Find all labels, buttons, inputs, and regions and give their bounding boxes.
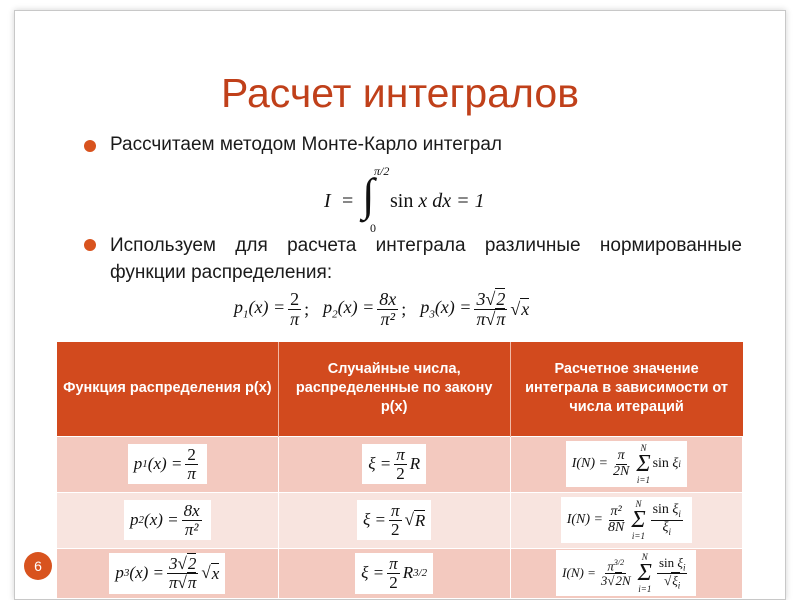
page-number-badge: 6 — [24, 552, 52, 580]
formula-I-1: I(N) = $\frac{\pi}{2N}$ N Σ i=1 sin ξ i — [566, 441, 687, 487]
table-header: Случайные числа, распределенные по закону p(x) — [278, 342, 510, 436]
formula-p1: p 1 (x) = $\frac{2}{\pi}$ — [128, 444, 207, 485]
table-cell — [278, 436, 510, 492]
table-header: Расчетное значение интеграла в зависимости от числа итераций — [510, 342, 742, 436]
table-row — [57, 436, 743, 492]
formula-p2: p 2 (x) = $\frac{8x}{\text{π²}}$ — [124, 500, 211, 541]
table-cell — [510, 492, 742, 548]
table-cell — [278, 548, 510, 598]
bullet-marker — [84, 140, 96, 152]
formula-xi-1: ξ = $\frac{\pi}{2}$ R — [362, 444, 426, 485]
formula-I-2: I(N) = $\frac{\text{π²}}{8N}$ N Σ i=1 $\frac{\sin \xi_i}{\xi_i}$ — [561, 497, 692, 543]
table-cell — [510, 436, 742, 492]
formula-xi-2: ξ = $\frac{\pi}{2}$ √ R — [357, 500, 431, 541]
integral-formula: I = ∫ π/2 0 sin x dx = 1 — [324, 164, 485, 235]
bullet-marker — [84, 239, 96, 251]
bullet-text-2: Используем для расчета интеграла различные нормированные функции распределения: — [110, 235, 742, 283]
table-cell — [278, 492, 510, 548]
formula-I-3: I(N) = $\frac{\pi^{3/2}}{3√2N}$ N Σ i=1 $\frac{\sin \xi_i}{√\xi_i}$ — [556, 550, 696, 596]
table-cell — [57, 492, 278, 548]
table-cell — [510, 548, 742, 598]
formula-xi-3: ξ = $\frac{\pi}{2}$ R 3/2 — [355, 553, 433, 594]
table-row — [57, 548, 743, 598]
table-cell — [57, 548, 278, 598]
functions-table — [57, 342, 743, 598]
table-header: Функция распределения p(x) — [57, 342, 278, 436]
table-cell — [57, 436, 278, 492]
bullet-text-1: Рассчитаем методом Монте-Карло интеграл — [110, 134, 502, 155]
formula-p3: p 3 (x) = $\frac{3√2}{\pi√\pi}$ √ x — [109, 553, 225, 594]
slide-title: Расчет интегралов — [221, 70, 579, 116]
distribution-formulas: $p_1(x)$ = $\frac{2}{\pi}$ ; $p_2(x)$ = $\frac{8x}{\text{π²}}$ ; $p_3(x)$ = $\frac{3√2}{\pi√\pi}$ √x — [234, 288, 530, 329]
table-header-row — [57, 342, 743, 436]
table-row — [57, 492, 743, 548]
